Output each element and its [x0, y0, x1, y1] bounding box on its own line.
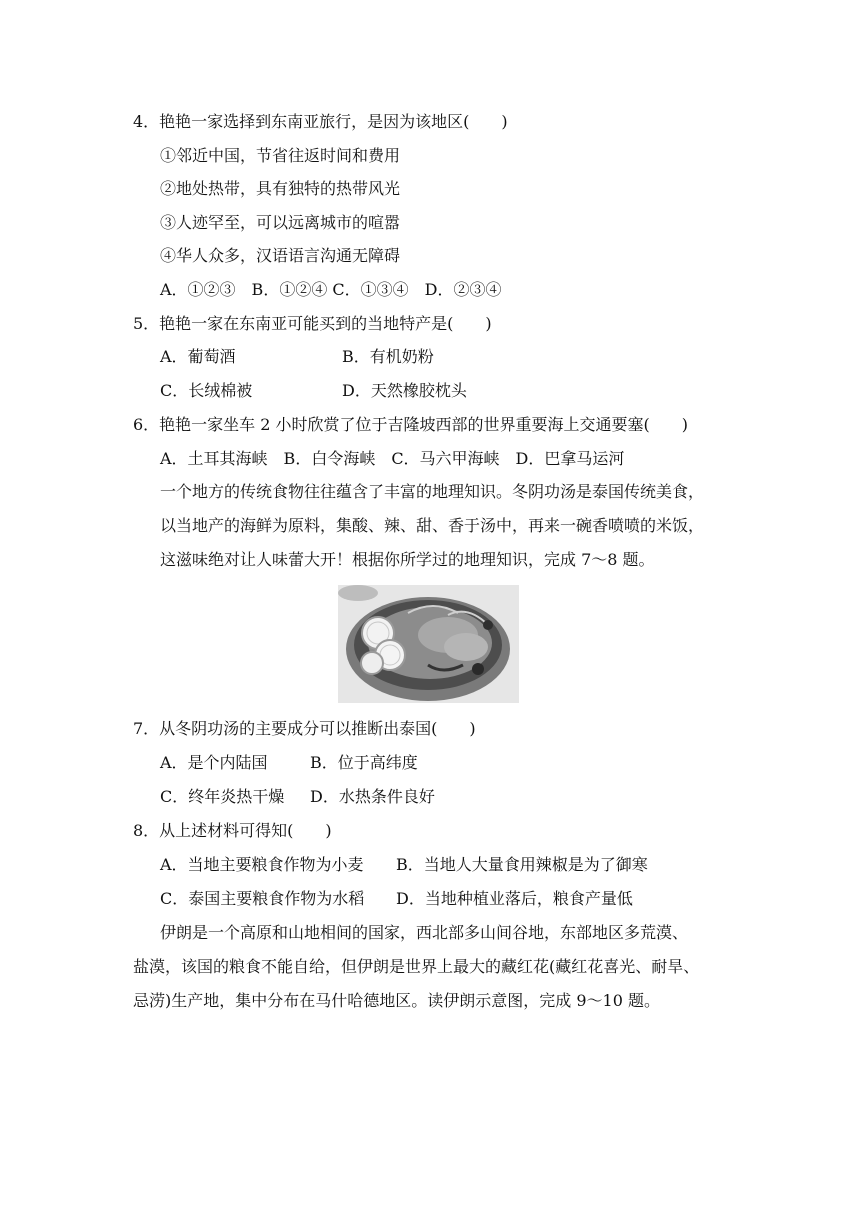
question-4-statement: ③人迹罕至，可以远离城市的喧嚣: [160, 213, 401, 232]
question-7-stem: 7．从冬阴功汤的主要成分可以推断出泰国( ): [133, 719, 476, 738]
question-4-stem: 4．艳艳一家选择到东南亚旅行，是因为该地区( ): [133, 112, 508, 131]
question-4-statement: ④华人众多，汉语语言沟通无障碍: [160, 246, 401, 265]
passage-1-line: 以当地产的海鲜为原料，集酸、辣、甜、香于汤中，再来一碗香喷喷的米饭，: [160, 516, 705, 535]
question-7-option-d: D．水热条件良好: [310, 787, 435, 806]
question-7-option-c: C．终年炎热干燥: [160, 787, 285, 806]
question-7-option-b: B．位于高纬度: [310, 753, 418, 772]
question-8-option-c: C．泰国主要粮食作物为水稻: [160, 889, 365, 908]
question-5-stem: 5．艳艳一家在东南亚可能买到的当地特产是( ): [133, 314, 492, 333]
question-5-option-b: B．有机奶粉: [342, 347, 434, 366]
question-8-option-b: B．当地人大量食用辣椒是为了御寒: [396, 855, 648, 874]
question-8-option-a: A．当地主要粮食作物为小麦: [160, 855, 364, 874]
passage-2-line: 盐漠，该国的粮食不能自给，但伊朗是世界上最大的藏红花(藏红花喜光、耐旱、: [133, 957, 700, 976]
passage-2-line: 伊朗是一个高原和山地相间的国家，西北部多山间谷地，东部地区多荒漠、: [160, 923, 689, 942]
question-6-stem: 6．艳艳一家坐车 2 小时欣赏了位于吉隆坡西部的世界重要海上交通要塞( ): [133, 415, 689, 434]
tom-yum-soup-photo: [338, 585, 519, 703]
passage-1-line: 这滋味绝对让人味蕾大开！根据你所学过的地理知识，完成 7～8 题。: [160, 550, 655, 569]
passage-2-line: 忌涝)生产地，集中分布在马什哈德地区。读伊朗示意图，完成 9～10 题。: [133, 991, 660, 1010]
question-5-option-a: A．葡萄酒: [160, 347, 236, 366]
question-5-option-c: C．长绒棉被: [160, 381, 253, 400]
passage-1-line: 一个地方的传统食物往往蕴含了丰富的地理知识。冬阴功汤是泰国传统美食，: [160, 482, 705, 501]
question-8-option-d: D．当地种植业落后，粮食产量低: [396, 889, 633, 908]
question-4-options: A．①②③ B．①②④ C．①③④ D．②③④: [160, 280, 502, 299]
question-8-stem: 8．从上述材料可得知( ): [133, 821, 332, 840]
question-5-option-d: D．天然橡胶枕头: [342, 381, 467, 400]
question-4-statement: ①邻近中国，节省往返时间和费用: [160, 146, 401, 165]
question-7-option-a: A．是个内陆国: [160, 753, 268, 772]
question-6-options: A．土耳其海峡 B．白令海峡 C．马六甲海峡 D．巴拿马运河: [160, 449, 625, 468]
question-4-statement: ②地处热带，具有独特的热带风光: [160, 179, 401, 198]
